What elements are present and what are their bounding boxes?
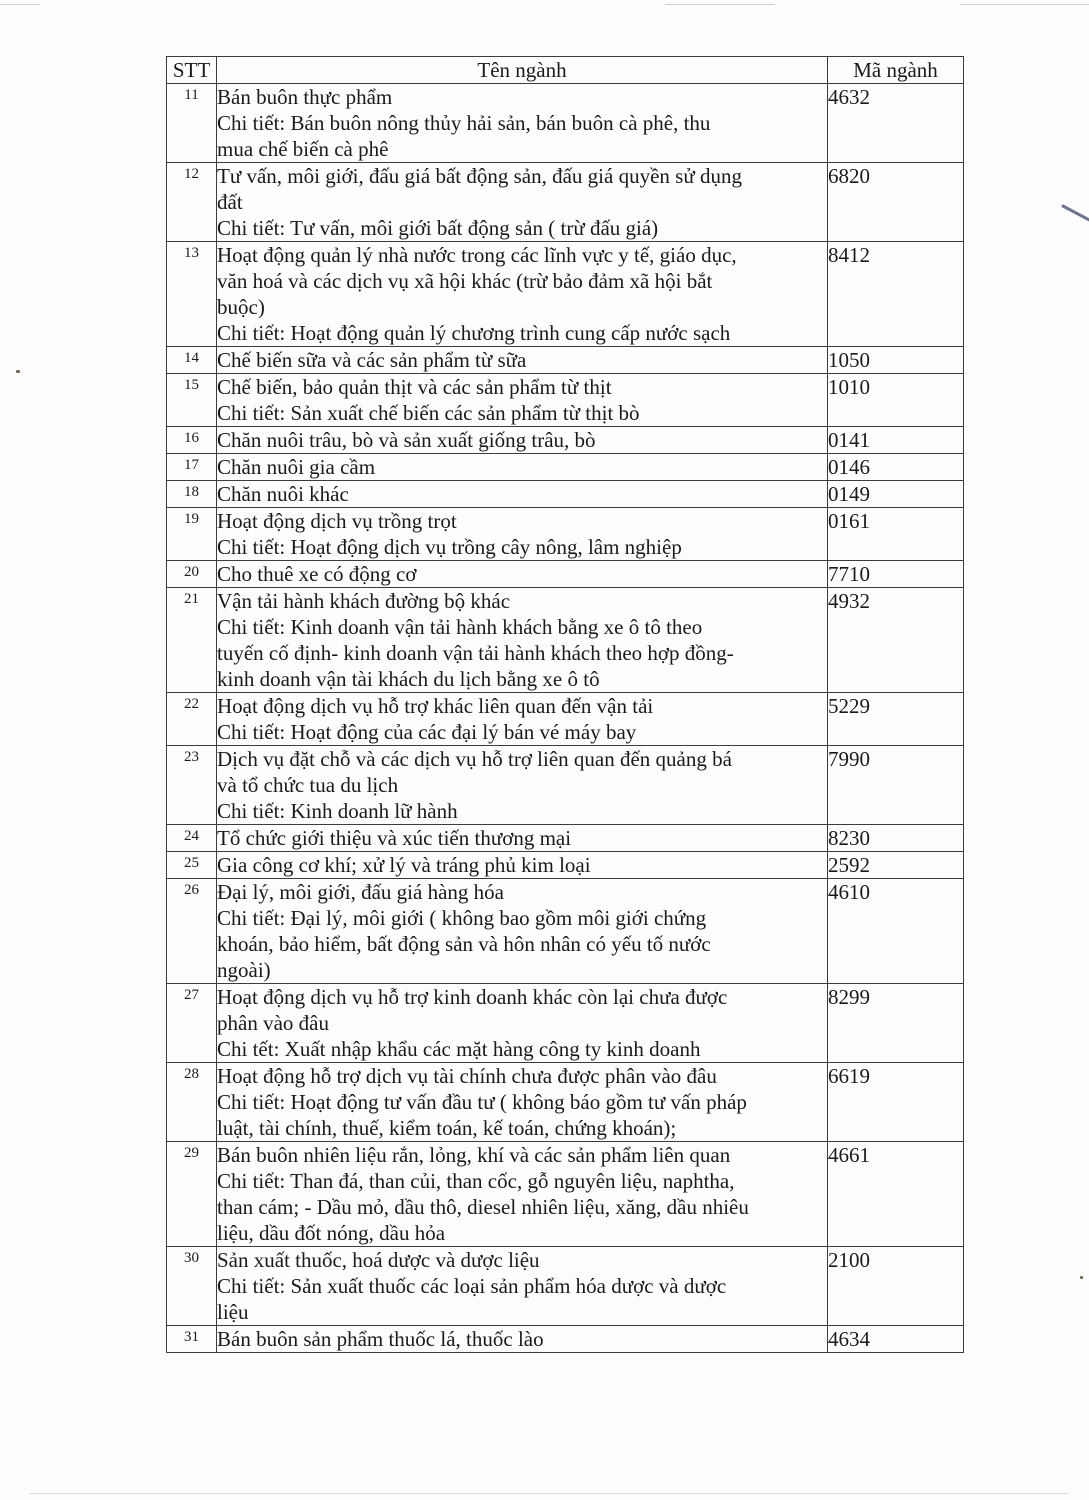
industry-title-line: Hoạt động quản lý nhà nước trong các lĩnh vực y tế, giáo dục,: [217, 243, 737, 267]
table-row: [167, 481, 964, 508]
header-industry-code: Mã ngành: [828, 57, 964, 84]
table-row: [167, 693, 964, 746]
industry-title-line: Chế biến sữa và các sản phẩm từ sữa: [217, 348, 527, 372]
industry-detail-line: Chi tiết: Hoạt động của các đại lý bán vé máy bay: [217, 720, 637, 744]
industry-detail-line: buộc): [217, 295, 265, 319]
table-row: [167, 508, 964, 561]
industry-detail-line: tuyến cố định- kinh doanh vận tải hành khách theo hợp đồng-: [217, 641, 734, 665]
row-industry-name: [217, 508, 828, 561]
industry-detail-line: ngoài): [217, 958, 271, 982]
row-stt: 16: [167, 427, 217, 454]
industry-detail-line: mua chế biến cà phê: [217, 137, 389, 161]
row-stt: 15: [167, 374, 217, 427]
table-row: [167, 561, 964, 588]
row-stt: 26: [167, 879, 217, 984]
table-row: [167, 163, 964, 242]
row-stt: 20: [167, 561, 217, 588]
row-stt: 31: [167, 1326, 217, 1353]
row-industry-code: 4610: [828, 879, 964, 984]
row-industry-name: [217, 561, 828, 588]
scan-edge-mark: [30, 1493, 1069, 1494]
row-industry-code: 8230: [828, 825, 964, 852]
row-industry-name: [217, 84, 828, 163]
row-stt: 29: [167, 1142, 217, 1247]
row-stt: 19: [167, 508, 217, 561]
row-industry-name: [217, 481, 828, 508]
scan-speck: [16, 370, 20, 373]
row-industry-code: 2592: [828, 852, 964, 879]
industry-title-line: Hoạt động hỗ trợ dịch vụ tài chính chưa được phân vào đâu: [217, 1064, 717, 1088]
row-industry-code: 6820: [828, 163, 964, 242]
row-stt: 27: [167, 984, 217, 1063]
industry-detail-line: Chi tiết: Kinh doanh vận tải hành khách bằng xe ô tô theo: [217, 615, 703, 639]
table-row: [167, 588, 964, 693]
row-industry-code: 1010: [828, 374, 964, 427]
table-row: [167, 242, 964, 347]
row-industry-name: [217, 347, 828, 374]
header-stt: STT: [167, 57, 217, 84]
row-industry-code: 5229: [828, 693, 964, 746]
row-industry-name: [217, 825, 828, 852]
row-industry-code: 0141: [828, 427, 964, 454]
row-industry-name: [217, 588, 828, 693]
row-stt: 23: [167, 746, 217, 825]
industry-title-line: Sản xuất thuốc, hoá dược và dược liệu: [217, 1248, 540, 1272]
row-industry-name: [217, 746, 828, 825]
row-stt: 18: [167, 481, 217, 508]
industry-title-line: Bán buôn sản phẩm thuốc lá, thuốc lào: [217, 1327, 544, 1351]
industry-title-line: Hoạt động dịch vụ hỗ trợ kinh doanh khác còn lại chưa được: [217, 985, 728, 1009]
row-industry-name: [217, 1063, 828, 1142]
table-row: [167, 746, 964, 825]
row-industry-code: 7710: [828, 561, 964, 588]
row-industry-name: [217, 454, 828, 481]
row-industry-name: [217, 427, 828, 454]
scan-edge-mark: [0, 4, 40, 5]
industry-title-line: Tư vấn, môi giới, đấu giá bất động sản, đấu giá quyền sử dụng: [217, 164, 742, 188]
industry-detail-line: Chi tiết: Hoạt động tư vấn đầu tư ( không báo gồm tư vấn pháp: [217, 1090, 747, 1114]
industry-detail-line: Chi tiết: Sản xuất thuốc các loại sản phẩm hóa dược và dược: [217, 1274, 727, 1298]
table-row: [167, 1326, 964, 1353]
industry-title-line: Gia công cơ khí; xử lý và tráng phủ kim loại: [217, 853, 591, 877]
industry-title-line: Vận tải hành khách đường bộ khác: [217, 589, 511, 613]
row-stt: 14: [167, 347, 217, 374]
industry-title-line: Bán buôn nhiên liệu rắn, lỏng, khí và các sản phẩm liên quan: [217, 1143, 731, 1167]
industry-title-line: Hoạt động dịch vụ hỗ trợ khác liên quan đến vận tải: [217, 694, 654, 718]
row-industry-code: 6619: [828, 1063, 964, 1142]
table-row: [167, 1247, 964, 1326]
row-industry-code: 4932: [828, 588, 964, 693]
row-industry-code: 0149: [828, 481, 964, 508]
industry-detail-line: Chi tiết: Hoạt động dịch vụ trồng cây nông, lâm nghiệp: [217, 535, 682, 559]
row-industry-name: [217, 852, 828, 879]
industry-detail-line: và tổ chức tua du lịch: [217, 773, 399, 797]
row-stt: 28: [167, 1063, 217, 1142]
industry-detail-line: Chi tiết: Bán buôn nông thủy hải sản, bán buôn cà phê, thu: [217, 111, 711, 135]
row-stt: 13: [167, 242, 217, 347]
row-industry-name: [217, 242, 828, 347]
pen-stroke-mark: [1061, 204, 1089, 223]
industry-detail-line: khoán, bảo hiểm, bất động sản và hôn nhân có yếu tố nước: [217, 932, 711, 956]
table-row: [167, 825, 964, 852]
industry-detail-line: liệu, dầu đốt nóng, dầu hỏa: [217, 1221, 446, 1245]
industry-title-line: Tổ chức giới thiệu và xúc tiến thương mại: [217, 826, 572, 850]
row-industry-name: [217, 1326, 828, 1353]
row-industry-name: [217, 1247, 828, 1326]
row-industry-name: [217, 693, 828, 746]
row-stt: 17: [167, 454, 217, 481]
row-industry-code: 4632: [828, 84, 964, 163]
row-stt: 24: [167, 825, 217, 852]
industry-detail-line: Chi tiết: Đại lý, môi giới ( không bao gồm môi giới chứng: [217, 906, 707, 930]
industry-title-line: Chăn nuôi trâu, bò và sản xuất giống trâu, bò: [217, 428, 596, 452]
table-header-row: [167, 57, 964, 84]
industry-detail-line: kinh doanh vận tài khách du lịch bằng xe ô tô: [217, 667, 600, 691]
table-body: [167, 84, 964, 1353]
industry-title-line: Dịch vụ đặt chỗ và các dịch vụ hỗ trợ liên quan đến quảng bá: [217, 747, 732, 771]
scan-edge-mark: [960, 4, 1089, 5]
industry-detail-line: Chi tết: Xuất nhập khẩu các mặt hàng công ty kinh doanh: [217, 1037, 701, 1061]
table-row: [167, 347, 964, 374]
industry-detail-line: văn hoá và các dịch vụ xã hội khác (trừ bảo đảm xã hội bắt: [217, 269, 713, 293]
table-row: [167, 84, 964, 163]
industry-detail-line: Chi tiết: Kinh doanh lữ hành: [217, 799, 458, 823]
row-industry-code: 4661: [828, 1142, 964, 1247]
row-stt: 11: [167, 84, 217, 163]
industry-title-line: Đại lý, môi giới, đấu giá hàng hóa: [217, 880, 504, 904]
row-industry-code: 4634: [828, 1326, 964, 1353]
table-row: [167, 852, 964, 879]
table-row: [167, 1063, 964, 1142]
row-industry-name: [217, 984, 828, 1063]
table-row: [167, 879, 964, 984]
industry-detail-line: Chi tiết: Than đá, than củi, than cốc, gỗ nguyên liệu, naphtha,: [217, 1169, 735, 1193]
row-stt: 25: [167, 852, 217, 879]
industry-detail-line: Chi tiết: Sản xuất chế biến các sản phẩm từ thịt bò: [217, 401, 640, 425]
row-industry-name: [217, 1142, 828, 1247]
row-stt: 22: [167, 693, 217, 746]
industry-detail-line: Chi tiết: Tư vấn, môi giới bất động sản ( trừ đấu giá): [217, 216, 659, 240]
table-row: [167, 1142, 964, 1247]
row-industry-code: 0161: [828, 508, 964, 561]
table-row: [167, 454, 964, 481]
table-row: [167, 984, 964, 1063]
row-stt: 30: [167, 1247, 217, 1326]
row-industry-code: 7990: [828, 746, 964, 825]
industry-detail-line: phân vào đâu: [217, 1011, 329, 1035]
business-lines-table: [166, 56, 964, 1353]
industry-title-line: Hoạt động dịch vụ trồng trọt: [217, 509, 457, 533]
industry-detail-line: than cám; - Dầu mỏ, dầu thô, diesel nhiên liệu, xăng, dầu nhiêu: [217, 1195, 749, 1219]
row-stt: 21: [167, 588, 217, 693]
header-industry-name: Tên ngành: [217, 57, 828, 84]
industry-detail-line: luật, tài chính, thuế, kiểm toán, kế toán, chứng khoán);: [217, 1116, 677, 1140]
table-row: [167, 427, 964, 454]
table-row: [167, 374, 964, 427]
row-industry-code: 8299: [828, 984, 964, 1063]
industry-title-line: Chăn nuôi khác: [217, 482, 349, 506]
industry-detail-line: đất: [217, 190, 243, 214]
row-industry-name: [217, 163, 828, 242]
industry-title-line: Cho thuê xe có động cơ: [217, 562, 417, 586]
row-industry-code: 2100: [828, 1247, 964, 1326]
row-industry-name: [217, 374, 828, 427]
industry-title-line: Chế biến, bảo quản thịt và các sản phẩm từ thịt: [217, 375, 612, 399]
scan-speck: [1080, 1276, 1083, 1279]
row-industry-name: [217, 879, 828, 984]
row-industry-code: 8412: [828, 242, 964, 347]
industry-title-line: Bán buôn thực phẩm: [217, 85, 393, 109]
row-stt: 12: [167, 163, 217, 242]
industry-detail-line: liệu: [217, 1300, 249, 1324]
industry-title-line: Chăn nuôi gia cầm: [217, 455, 376, 479]
row-industry-code: 0146: [828, 454, 964, 481]
row-industry-code: 1050: [828, 347, 964, 374]
scan-edge-mark: [665, 4, 775, 5]
industry-detail-line: Chi tiết: Hoạt động quản lý chương trình cung cấp nước sạch: [217, 321, 731, 345]
